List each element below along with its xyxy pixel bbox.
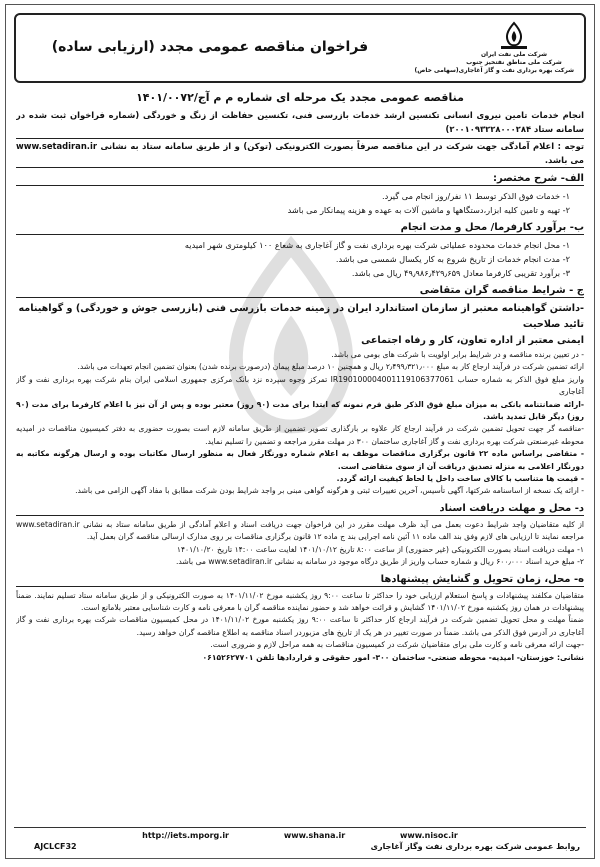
section-a-title: الف- شرح مختصر: <box>16 172 584 186</box>
section-e-title: ه- محل، زمان تحویل و گشایش پیشنهادها <box>16 573 584 587</box>
section-d-line: ۲- مبلغ خرید اسناد ۶۰۰٫۰۰۰ ریال و شماره حساب واریز از طریق درگاه موجود در سامانه به نشانی www.setadiran.ir می باشد. <box>175 557 584 567</box>
section-c-line: -داشتن گواهینامه معتبر از سازمان استاندارد ایران در زمینه خدمات بازرسی فنی (بازرسی جوش و خوردگی) و گواهینامه تائید صلاحیت <box>18 303 584 330</box>
section-b-title: ب- برآورد کارفرما/ محل و مدت انجام <box>16 221 584 235</box>
section-e-line: -جهت ارائه معرفی نامه و کارت ملی برای متقاضیان شرکت در کمیسیون مناقصات به همه مراحل لازم و ضروری است. <box>210 640 584 650</box>
section-d-title: د- محل و مهلت دریافت اسناد <box>16 502 584 516</box>
logo-line-3: شرکت بهره برداری نفت و گاز آغاجاری(سهامی خاص) <box>414 67 574 74</box>
footer <box>14 827 586 852</box>
publisher: روابط عمومی شرکت بهره برداری نفت وگاز آغاجاری <box>370 842 580 851</box>
section-a-item: ۱- خدمات فوق الذکر توسط ۱۱ نفر/روز انجام می گیرد. <box>382 191 570 201</box>
section-c-line: -مناقصه گر جهت تحویل تضمین شرکت در فرآیند ارجاع کار علاوه بر بارگذاری تصویر تضمین از طریق سامانه لازم است بصورت حضوری به دفتر کمیسیون مناقصات در امیدیه محوطه غیرصنعتی شرکت بهره برداری نفت و گاز آغاجاری ساختمان ۳۰۰ در مهلت مقرر مراجعه و تضمین را تسلیم نماید. <box>16 424 584 446</box>
section-c-line: ایمنی معتبر از اداره تعاون، کار و رفاه اجتماعی <box>361 335 584 346</box>
notice-code: AJCLCF32 <box>34 842 77 851</box>
tender-notice-page <box>5 4 595 859</box>
tender-subject: انجام خدمات تامین نیروی انسانی تکنسین ارشد خدمات بازرسی فنی، تکنسین حفاظت از زنگ و خوردگی (شماره فراخوان ثبت شده در سامانه ستاد ۲۰۰۱۰۹۳۲۲۸۰۰۰۲۸۴) <box>16 110 584 134</box>
notice-content <box>16 89 584 824</box>
section-b-item: ۲- مدت انجام خدمات از تاریخ شروع به کار یکسال شمسی می باشد. <box>335 254 570 264</box>
company-logo <box>414 21 574 75</box>
page-title: فراخوان مناقصه عمومی مجدد (ارزیابی ساده) <box>51 39 369 55</box>
logo-line-2: شرکت ملی مناطق نفتخیز جنوب <box>466 59 562 66</box>
section-c-title: ج - شرایط مناقصه گران متقاضی <box>16 284 584 298</box>
tender-number: مناقصه عمومی مجدد یک مرحله ای شماره م م آج/۱۴۰۱/۰۰۷۲ <box>136 91 464 104</box>
section-d-line: ۱- مهلت دریافت اسناد بصورت الکترونیکی (غیر حضوری) از ساعت ۸:۰۰ تاریخ ۱۴۰۱/۱۰/۱۲ لغایت ساعت ۱۴:۰۰ تاریخ ۱۴۰۱/۱۰/۲۰ <box>176 544 584 554</box>
footer-link[interactable]: www.shana.ir <box>283 831 346 840</box>
section-b-item: ۱- محل انجام خدمات محدوده عملیاتی شرکت بهره برداری نفت و گاز آغاجاری به شعاع ۱۰۰ کیلومتری شهر امیدیه <box>184 240 570 250</box>
logo-line-1: شرکت ملی نفت ایران <box>480 51 548 58</box>
footer-link[interactable]: http://iets.mporg.ir <box>142 831 230 840</box>
section-c-line: - متقاضی براساس ماده ۲۲ قانون برگزاری مناقصات موظف به اعلام شماره دورنگار فعال به منظور ارسال مکاتبات بوده و ارسال هرگونه مکاتبه به دورنگار اعلامی به منزله تصدیق دریافت آن از سوی متقاضی است. <box>16 449 584 471</box>
footer-link[interactable]: www.nisoc.ir <box>399 831 458 840</box>
section-c-line: - ارائه یک نسخه از اساسنامه شرکتها، آگهی تأسیس، آخرین تغییرات ثبتی و هرگونه گواهی مبنی بر واجد شرایط بودن شرکت مطابق با مفاد آگهی الزامی می باشد. <box>75 486 584 496</box>
section-e-line: متقاضیان مکلفند پیشنهادات و پاسخ استعلام ارزیابی خود را حداکثر تا ساعت ۹:۰۰ روز یکشنبه مورخ ۱۴۰۱/۱۱/۰۲ به صورت الکترونیکی و از طریق سامانه ستاد تسلیم نمایند. ضمناً پیشنهادات در همان روز یکشنبه مورخ ۱۴۰۱/۱۱/۰۲ گشایش و قرائت خواهد شد و حضور نماینده مناقصه گران با معرفی نامه و کارت شناسایی معتبر بلامانع است. <box>16 590 584 612</box>
section-c-line: ارائه تضمین شرکت در فرآیند ارجاع کار به مبلغ ۲٫۴۹۹٫۳۲۱٫۰۰۰ ریال و همچنین ۱۰ درصد مبلغ پیمان (درصورت برنده شدن) بعنوان تضمین انجام تعهدات می باشد. <box>77 362 584 372</box>
section-c-line: - در تعیین برنده مناقصه و در شرایط برابر اولویت با شرکت های بومی می باشد. <box>331 350 584 359</box>
section-c-line: - قیمت ها متناسب با کالای ساخت داخل یا لحاظ کیفیت ارائه گردد. <box>336 474 584 484</box>
section-a-item: ۲- تهیه و تامین کلیه ابزار،دستگاهها و ماشین آلات به عهده و هزینه پیمانکار می باشد <box>287 205 570 215</box>
section-c-line: -ارائه ضمانتنامه بانکی به میزان مبلغ فوق الذکر طبق فرم نمونه که ابتدا برای مدت (۹۰ روز) معتبر بوده و پس از آن نیز با اعلام کارفرما برای مدت (۹۰ روز) دیگر قابل تمدید باشد. <box>16 399 584 422</box>
header-box <box>14 13 586 83</box>
footer-links <box>14 831 586 840</box>
section-b-item: ۳- برآورد تقریبی کارفرما معادل ۴۹٫۹۸۶٫۴۲۹٫۶۵۹ ریال می باشد. <box>351 268 570 278</box>
electronic-notice: توجه : اعلام آمادگی جهت شرکت در این مناقصه صرفاً بصورت الکترونیکی (توکن) و از طریق سامانه ستاد به نشانی www.setadiran.ir می باشد. <box>16 138 584 168</box>
contact-address: نشانی: خوزستان- امیدیه- محوطه صنعتی- ساختمان ۳۰۰- امور حقوقی و قراردادها تلفن ۰۶۱۵۲۶۲۷۷۰۱ <box>202 652 584 662</box>
section-e-line: ضمناً مهلت و محل تحویل تضمین شرکت در فرآیند ارجاع کار حداکثر تا ساعت ۹:۰۰ روز یکشنبه مورخ ۱۴۰۱/۱۱/۰۲ در محل کمیسیون مناقصات شرکت بهره برداری نفت و گاز آغاجاری در آدرس فوق الذکر می باشد. ضمناً در صورت تغییر در هر یک از تاریخ های مزبوردر اسناد مناقصه به اطلاع مناقصه گران خواهد رسید. <box>16 615 584 637</box>
nioc-logo-icon <box>497 21 531 51</box>
section-c-line: واریز مبلغ فوق الذکر به شماره حساب IR190100004001119106377061 تمرکز وجوه سپرده نزد بانک مرکزی جمهوری اسلامی ایران بنام شرکت بهره برداری نفت و گاز آغاجاری <box>16 374 584 397</box>
section-d-line: از کلیه متقاضیان واجد شرایط دعوت بعمل می آید ظرف مهلت مقرر در این فراخوان جهت دریافت اسناد و اعلام آمادگی از طریق سامانه ستاد به نشانی www.setadiran.ir مراجعه نمایند تا ارزیابی های لازم وفق بند الف ماده ۱۱ آئین نامه اجرایی بند ج ماده ۱۲ قانون برگزاری مناقصات بر روی مدارک ارسالی مناقصه گران بعمل آید. <box>16 519 584 542</box>
